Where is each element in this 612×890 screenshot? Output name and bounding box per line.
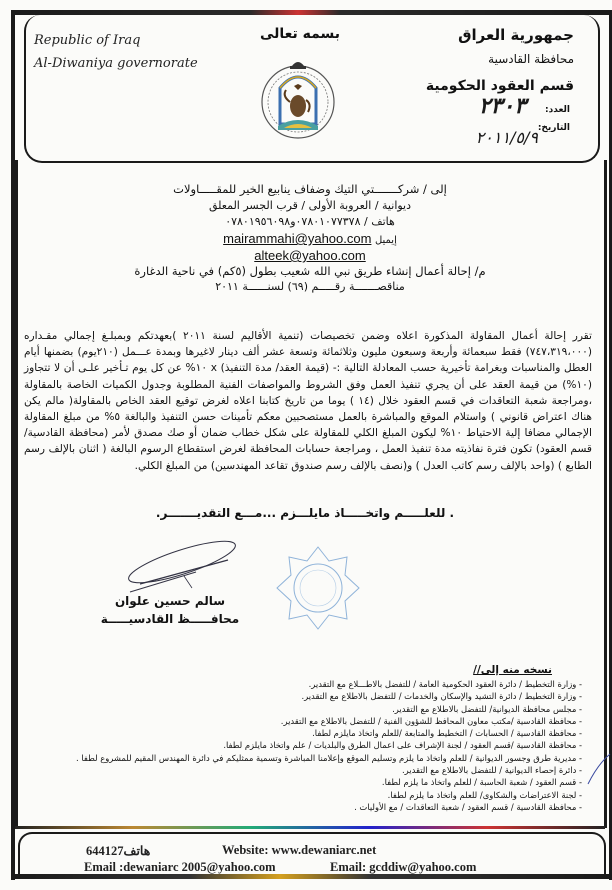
handwritten-signature-icon (100, 540, 240, 600)
copy-recipient: - محافظة القادسية / الحسابات / التخطيط والمتابعة /للعلم واتخاذ مايلزم لطفا. (312, 728, 582, 739)
recipient-address: ديوانية / العروبة الأولى / قرب الجسر المعلق (208, 199, 412, 212)
date-label: التاريخ: (537, 123, 570, 133)
copy-recipient: - مديرية طرق وجسور الديوانية / للعلم واتخاذ ما يلزم وتسليم الموقع وإعلامنا المباشرة وتسمية ممثليكم في دائرة المهندس المقيم للمشروع لطفا . (76, 752, 582, 763)
copy-recipient: - مجلس محافظة الديوانية/ للتفضل بالاطلاع مع التقدير. (392, 703, 582, 714)
recipient-phone: هاتف / ٠٧٨٠١٠٧٧٣٧٨و٠٧٨٠١٩٥٦٠٩٨ (225, 215, 395, 228)
reference-number-label: العدد: (545, 105, 570, 115)
copy-recipient: - وزارة التخطيط / دائرة التشيد والإسكان والخدمات / للتفضل بالاطلاع مع التقدير. (301, 691, 582, 702)
copy-recipient: - دائرة إحصاء الديوانية / للتفضل بالاطلاع مع التقدير. (401, 765, 582, 776)
copy-recipient: - قسم العقود / شعبة الحاسبة / للعلم واتخاذ ما يلزم لطفا. (381, 777, 582, 788)
footer-phone: 644127هاتف (86, 844, 151, 858)
recipient-email-row-2 (120, 248, 500, 263)
tender-number: مناقصـــــــة رقـــــم (٦٩) لسنــــــة ٢٠١١ (215, 280, 405, 293)
footer-email-1[interactable]: Email :dewaniarc 2005@yahoo.com (84, 860, 276, 874)
coffee-pot-emblem-icon (258, 44, 338, 148)
copy-recipient: - محافظة القادسية /قسم العقود / لجنة الإشراف على اعمال الطرق والبلديات / علم واتخاذ مايلزم لطفا. (223, 740, 582, 751)
recipient-name: إلى / شركـــــــتي التيك وضفاف ينابيع الخير للمقـــــاولات (173, 182, 447, 196)
recipient-email-label: إيميل (374, 235, 397, 246)
footer-website[interactable]: Website: www.dewaniarc.net (222, 843, 377, 857)
signatory-title: محافـــــظ القادسيـــــة (100, 612, 240, 626)
letterhead-country-ar: جمهورية العراق (458, 26, 574, 44)
recipient-email-1[interactable]: mairammahi@yahoo.com (223, 231, 372, 246)
copies-list (42, 678, 582, 813)
pen-check-mark-icon (584, 750, 612, 790)
body-divider (15, 826, 605, 829)
recipient-email-row (120, 231, 500, 246)
letterhead-governorate-en: Al-Diwaniya governorate (34, 56, 198, 71)
reference-number-value: ٢٣٠٣ (478, 94, 526, 119)
date-value: ٢٠١١/٥/٩ (475, 128, 538, 147)
closing-line: . للعلـــــم واتخـــــاذ مايلـــزم ...مـــع التقديـــــــر. (155, 506, 455, 520)
footer-email-2[interactable]: Email: gcddiw@yahoo.com (330, 860, 477, 874)
award-paragraph: تقرر إحالة أعمال المقاولة المذكورة اعلاه وضمن تخصيصات (تنمية الأقاليم لسنة ٢٠١١ )بعهدتكم وبمبلـغ إجمالي مقـداره (٧٤٧،٣١٩،٠٠٠) فقط سبعمائة وأربعة وسبعون مليون وثلاثمائة وتسعة عشر ألف دينار لاغيرها وبمدة عـــمل (٢١٠يوم) بضمنها أيام العطل والمناسبات وبغرامة تأخيرية حسب المعادلة التالية :- (قيمة العقد/ مدة التنفيذ) x ١٠% عن كل يوم تـأخير علـى أن لا تتجاوز (١٠%) من قيمة العقد على أن يجري تنفيذ العمل وفق الشروط والمواصفات الفنية المطلوبة وجدول الكميات الخاصة بالمقاولة ،ومراجعة شعبة التعاقدات في قسم العقود خلال (١٤ ) يوما من تاريخ كتابنا اعلاه لغرض توقيع العقد الخاص بالمقاولة( مالم يكن هناك اعتراض قانوني ) واستلام الموقع والمباشرة بالعمل مستصحبين معكم تأمينات حسن التنفيذ والبالغة ٥% من مبلغ المقاولة الإجمالي مضافا إلية الاحتياط ١٠% ليكون المبلغ الكلي للمقاولة على شكل خطاب ضمان أو صك مصدق لأمر (محافظة القادسية/قسم العقود) تكون فترة نفاذيته مدة تنفيذ العمل ، ومراجعة حسابات المحافظة لغرض استقطاع الرسوم البالغة ( اثنان بالإلف رسم الطابع ) (واحد بالإلف رسم كاتب العدل ) و(نصف بالإلف رسم صندوق تقاعد المهندسين) من المبلغ الكلي. (24, 330, 593, 472)
official-stamp-icon (275, 545, 361, 631)
subject-line: م/ إحالة أعمال إنشاء طريق نبي الله شعيب بطول (٥كم) في ناحية الدغارة (134, 264, 486, 278)
letterhead-department-ar: قسم العقود الحكومية (425, 78, 574, 94)
letterhead-governorate-ar: محافظة القادسية (488, 52, 574, 66)
bismillah: بسمه تعالى (259, 26, 341, 42)
governorate-logo (258, 44, 338, 148)
letterhead-country-en: Republic of Iraq (34, 33, 141, 48)
copy-recipient: - وزارة التخطيط / دائرة العقود الحكومية العامة / للتفضل بالاطـــلاع مع التقدير. (308, 679, 582, 689)
copy-recipient: - محافظة القادسية / قسم العقود / شعبة التعاقدات / مع الأوليات . (354, 801, 582, 812)
recipient-email-2[interactable]: alteek@yahoo.com (254, 248, 366, 263)
signatory-name: سالم حسين علوان (114, 594, 226, 608)
copies-heading: نسخه منه إلى// (473, 664, 552, 676)
copy-recipient: - محافظة القادسية /مكتب معاون المحافظ للشؤون الفنية / للتفضل بالاطلاع مع التقدير. (280, 715, 582, 726)
copy-recipient: - لجنة الاعتراضات والشكاوى/ للعلم واتخاذ ما يلزم لطفا. (387, 789, 582, 800)
